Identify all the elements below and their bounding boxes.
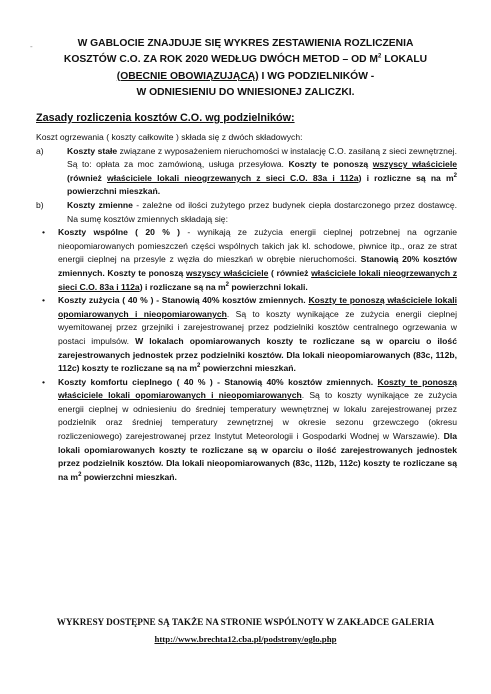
bullet-icon: • [42,295,46,306]
section-a [36,145,457,199]
section-a-label: a) [36,145,44,156]
bullet-1-text: Koszty wspólne ( 20 % ) - wynikają ze zużycia energii cieplnej potrzebnej na ogrzanie nieopomiarowanych pomieszczeń części wspólnych takich jak kl. schodowe, piwnice itp., oraz ze strat energii cieplnej na przesyle z węzła do mieszkań w obrębie nieruchomości. Stanowią 20% kosztów zmiennych. Koszty te ponoszą wszyscy właściciele ( również właściciele lokali nieogrzewanych z sieci C.O. 83a i 112a) i rozliczane są na $m^2$ powierzchni lokali. [58,227,457,292]
heading-line-3: (OBECNIE OBOWIĄZUJĄCĄ) I WG PODZIELNIKÓW - [116,70,375,82]
bullet-koszty-wspolne [36,226,457,294]
heading-line-4: W ODNIESIENIU DO WNIESIONEJ ZALICZKI. [136,86,355,98]
bullet-koszty-zuzycia [36,294,457,376]
page-footer [0,614,491,648]
scan-mark: - [30,42,33,51]
footer-note: WYKRESY DOSTĘPNE SĄ TAKŻE NA STRONIE WSPÓLNOTY W ZAKŁADCE GALERIA [56,617,435,627]
page-heading [30,36,461,101]
bullet-2-text: Koszty zużycia ( 40 % ) - Stanowią 40% kosztów zmiennych. Koszty te ponoszą właściciele lokali opomiarowanych i nieopomiarowanych. Są to koszty wynikające ze zużycia energii cieplnej wyemitowanej przez grzejniki i zarejestrowanej przez podzielniki kosztów centralnego ogrzewania w postaci impulsów. W lokalach opomiarowanych koszty te rozliczane są w oparciu o ilość zarejestrowanych jednostek przez podzielniki kosztów. Dla lokali nieopomiarowanych (83c, 112b, 112c) koszty te rozliczane są na $m^2$ powierzchni mieszkań. [58,295,457,374]
section-a-text: Koszty stałe związane z wyposażeniem nieruchomości w instalację C.O. zasilaną z sieci zewnętrznej. Są to: opłata za moc zamówioną, usługa przesyłowa. Koszty te ponoszą wszyscy właściciele (również właściciele lokali nieogrzewanych z sieci C.O. 83a i 112a) i rozliczne są na $m^2$ powierzchni mieszkań. [67,145,457,197]
heading-line-1: W GABLOCIE ZNAJDUJE SIĘ WYKRES ZESTAWIENIA ROZLICZENIA [77,38,414,49]
document-body [36,131,457,484]
bullet-3-text: Koszty komfortu cieplnego ( 40 % ) - Stanowią 40% kosztów zmiennych. Koszty te ponoszą właściciele lokali opomiarowanych i nieopomiarowanych. Są to koszty wynikające ze zużycia energii cieplnej w odniesieniu do średniej temperatury wewnętrznej w lokalu zarejestrowanej przez podzielnik oraz średniej temperatury zewnętrznej w okresie sezonu grzewczego (okresu rozliczeniowego) zarejestrowanej przez Instytut Meteorologii i Gospodarki Wodnej w Warszawie). Dla lokali opomiarowanych koszty te rozliczane są w oparciu o ilość zarejestrowanych jednostek przez podzielnik kosztów. Dla lokali nieopomiarowanych (83c, 112b, 112c) koszty te rozliczane są na $m^2$ powierzchni mieszkań. [58,376,457,482]
footer-link[interactable]: http://www.brechta12.cba.pl/podstrony/oglo.php [154,634,337,644]
section-subheading: Zasady rozliczenia kosztów C.O. wg podzielników: [36,112,295,124]
section-b-text: Koszty zmienne - zależne od ilości zużytego przez budynek ciepła dostarczonego przez dostawcę. Na sumę kosztów zmiennych składają się: [67,199,457,224]
intro-paragraph: Koszt ogrzewania ( koszty całkowite ) składa się z dwóch składowych: [36,132,303,142]
bullet-koszty-komfortu [36,376,457,485]
bullet-icon: • [42,227,46,238]
section-b-label: b) [36,199,44,210]
bullet-icon: • [42,376,46,387]
section-b [36,199,457,226]
heading-line-2: KOSZTÓW C.O. ZA ROK 2020 WEDŁUG DWÓCH METOD – OD $M^2$ LOKALU [63,53,428,66]
